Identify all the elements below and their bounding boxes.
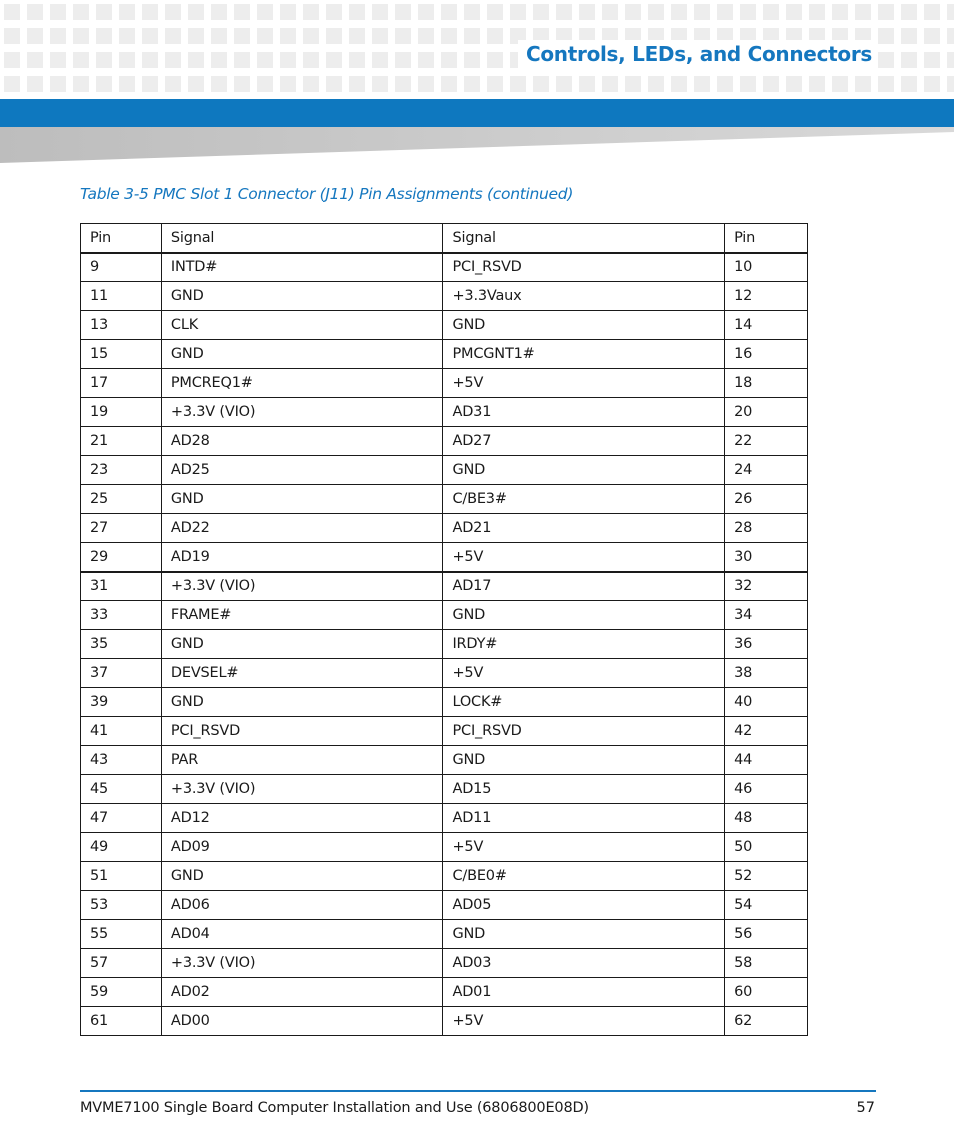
signal-cell: DEVSEL#	[161, 659, 443, 688]
signal-cell: GND	[161, 282, 443, 311]
pin-cell: 48	[725, 804, 808, 833]
signal-cell: GND	[443, 746, 725, 775]
signal-cell: AD17	[443, 572, 725, 601]
pin-cell: 62	[725, 1007, 808, 1036]
table-row	[81, 775, 808, 804]
pin-cell: 25	[81, 485, 162, 514]
pin-cell: 31	[81, 572, 162, 601]
signal-cell: CLK	[161, 311, 443, 340]
table-row	[81, 804, 808, 833]
table-row	[81, 833, 808, 862]
table-row	[81, 978, 808, 1007]
signal-cell: +5V	[443, 833, 725, 862]
pin-cell: 27	[81, 514, 162, 543]
table-header-row	[81, 224, 808, 253]
signal-cell: C/BE0#	[443, 862, 725, 891]
table-row	[81, 543, 808, 572]
pin-cell: 42	[725, 717, 808, 746]
pin-cell: 11	[81, 282, 162, 311]
table-row	[81, 485, 808, 514]
table-row	[81, 601, 808, 630]
signal-cell: PAR	[161, 746, 443, 775]
signal-cell: AD11	[443, 804, 725, 833]
table-row	[81, 920, 808, 949]
pin-cell: 28	[725, 514, 808, 543]
signal-cell: AD27	[443, 427, 725, 456]
signal-cell: +5V	[443, 659, 725, 688]
table-row	[81, 572, 808, 601]
column-header-pin: Pin	[81, 224, 162, 253]
signal-cell: LOCK#	[443, 688, 725, 717]
signal-cell: AD02	[161, 978, 443, 1007]
table-row	[81, 427, 808, 456]
pin-cell: 41	[81, 717, 162, 746]
pin-cell: 18	[725, 369, 808, 398]
signal-cell: +5V	[443, 543, 725, 572]
table-row	[81, 688, 808, 717]
pin-cell: 60	[725, 978, 808, 1007]
table-body	[81, 253, 808, 1036]
pin-cell: 44	[725, 746, 808, 775]
signal-cell: +3.3Vaux	[443, 282, 725, 311]
signal-cell: AD31	[443, 398, 725, 427]
signal-cell: +5V	[443, 1007, 725, 1036]
signal-cell: GND	[443, 311, 725, 340]
table-caption: Table 3-5 PMC Slot 1 Connector (J11) Pin Assignments (continued)	[80, 185, 574, 203]
table-row	[81, 514, 808, 543]
page-number: 57	[856, 1100, 875, 1116]
table-row	[81, 253, 808, 282]
column-header-signal: Signal	[161, 224, 443, 253]
signal-cell: GND	[443, 601, 725, 630]
signal-cell: AD03	[443, 949, 725, 978]
signal-cell: AD00	[161, 1007, 443, 1036]
signal-cell: FRAME#	[161, 601, 443, 630]
table-row	[81, 630, 808, 659]
pin-cell: 45	[81, 775, 162, 804]
table-row	[81, 891, 808, 920]
signal-cell: +5V	[443, 369, 725, 398]
pin-cell: 14	[725, 311, 808, 340]
pin-cell: 49	[81, 833, 162, 862]
pin-cell: 34	[725, 601, 808, 630]
column-header-pin: Pin	[725, 224, 808, 253]
table-row	[81, 282, 808, 311]
pin-cell: 21	[81, 427, 162, 456]
signal-cell: GND	[161, 485, 443, 514]
pin-cell: 35	[81, 630, 162, 659]
signal-cell: +3.3V (VIO)	[161, 398, 443, 427]
pin-cell: 30	[725, 543, 808, 572]
footer-document-title: MVME7100 Single Board Computer Installation and Use (6806800E08D)	[80, 1100, 589, 1116]
signal-cell: AD21	[443, 514, 725, 543]
pin-cell: 51	[81, 862, 162, 891]
pin-cell: 57	[81, 949, 162, 978]
pin-cell: 24	[725, 456, 808, 485]
signal-cell: GND	[161, 862, 443, 891]
signal-cell: INTD#	[161, 253, 443, 282]
pin-cell: 59	[81, 978, 162, 1007]
pin-cell: 12	[725, 282, 808, 311]
pin-cell: 26	[725, 485, 808, 514]
pin-cell: 61	[81, 1007, 162, 1036]
pin-cell: 20	[725, 398, 808, 427]
signal-cell: AD06	[161, 891, 443, 920]
signal-cell: PCI_RSVD	[443, 253, 725, 282]
pin-cell: 19	[81, 398, 162, 427]
signal-cell: +3.3V (VIO)	[161, 775, 443, 804]
table-row	[81, 949, 808, 978]
signal-cell: AD19	[161, 543, 443, 572]
signal-cell: PMCGNT1#	[443, 340, 725, 369]
table-row	[81, 717, 808, 746]
section-title: Controls, LEDs, and Connectors	[518, 40, 872, 68]
signal-cell: GND	[161, 340, 443, 369]
pin-cell: 43	[81, 746, 162, 775]
pin-cell: 56	[725, 920, 808, 949]
pin-cell: 22	[725, 427, 808, 456]
pin-cell: 23	[81, 456, 162, 485]
pin-cell: 17	[81, 369, 162, 398]
signal-cell: +3.3V (VIO)	[161, 949, 443, 978]
signal-cell: PCI_RSVD	[161, 717, 443, 746]
signal-cell: GND	[443, 920, 725, 949]
signal-cell: +3.3V (VIO)	[161, 572, 443, 601]
signal-cell: AD01	[443, 978, 725, 1007]
signal-cell: GND	[161, 630, 443, 659]
pin-cell: 16	[725, 340, 808, 369]
pin-cell: 58	[725, 949, 808, 978]
pin-cell: 36	[725, 630, 808, 659]
signal-cell: GND	[443, 456, 725, 485]
header-wedge	[0, 127, 954, 165]
signal-cell: AD25	[161, 456, 443, 485]
pin-cell: 54	[725, 891, 808, 920]
signal-cell: AD04	[161, 920, 443, 949]
pin-cell: 29	[81, 543, 162, 572]
signal-cell: AD22	[161, 514, 443, 543]
signal-cell: C/BE3#	[443, 485, 725, 514]
signal-cell: GND	[161, 688, 443, 717]
signal-cell: AD05	[443, 891, 725, 920]
pin-cell: 38	[725, 659, 808, 688]
pin-cell: 52	[725, 862, 808, 891]
table-row	[81, 398, 808, 427]
signal-cell: AD28	[161, 427, 443, 456]
pin-cell: 40	[725, 688, 808, 717]
table-row	[81, 659, 808, 688]
signal-cell: AD09	[161, 833, 443, 862]
pin-assignment-table	[80, 223, 808, 1036]
signal-cell: AD15	[443, 775, 725, 804]
pin-cell: 10	[725, 253, 808, 282]
header-bar	[0, 99, 954, 127]
column-header-signal: Signal	[443, 224, 725, 253]
table-row	[81, 746, 808, 775]
pin-cell: 37	[81, 659, 162, 688]
table-row	[81, 1007, 808, 1036]
pin-cell: 53	[81, 891, 162, 920]
signal-cell: PCI_RSVD	[443, 717, 725, 746]
pin-cell: 55	[81, 920, 162, 949]
pin-cell: 33	[81, 601, 162, 630]
pin-cell: 39	[81, 688, 162, 717]
table-row	[81, 340, 808, 369]
pin-cell: 50	[725, 833, 808, 862]
footer-rule	[80, 1090, 876, 1092]
signal-cell: PMCREQ1#	[161, 369, 443, 398]
pin-cell: 32	[725, 572, 808, 601]
pin-cell: 15	[81, 340, 162, 369]
table-row	[81, 369, 808, 398]
pin-cell: 47	[81, 804, 162, 833]
table-row	[81, 311, 808, 340]
signal-cell: AD12	[161, 804, 443, 833]
signal-cell: IRDY#	[443, 630, 725, 659]
table-row	[81, 862, 808, 891]
pin-cell: 13	[81, 311, 162, 340]
pin-cell: 9	[81, 253, 162, 282]
pin-cell: 46	[725, 775, 808, 804]
table-row	[81, 456, 808, 485]
